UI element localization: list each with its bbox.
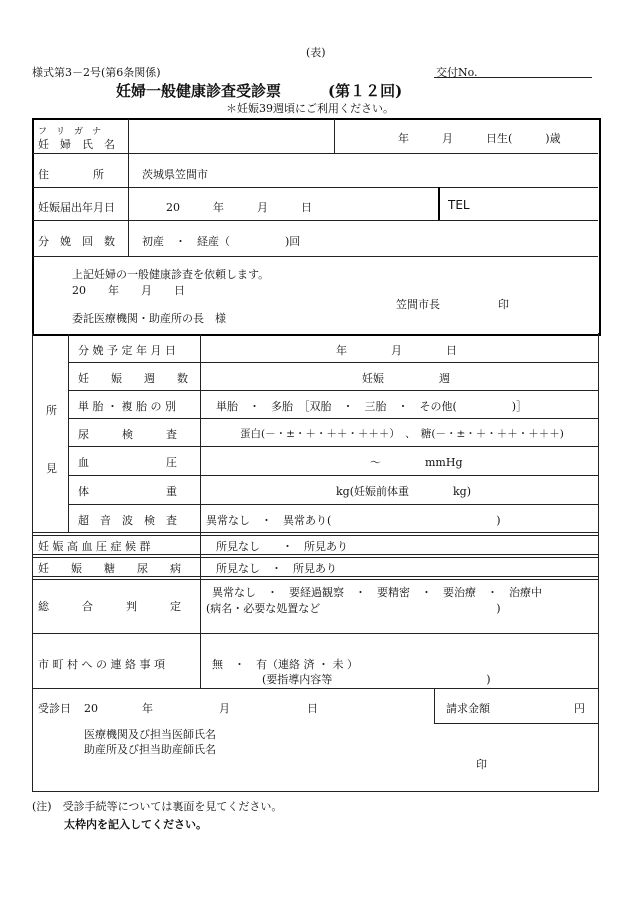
delivery-count-value[interactable]: 初産 ・ 経産（ )回 [142, 235, 301, 248]
mayor-label: 笠間市長 [396, 298, 440, 311]
request-text: 上記妊婦の一般健康診査を依頼します。 [72, 268, 270, 281]
form-session: (第１２回) [328, 82, 403, 100]
issue-number-line [434, 77, 592, 78]
report-date-label: 妊娠届出年月日 [38, 201, 115, 214]
ultrasound-value[interactable]: 異常なし ・ 異常あり( ) [206, 514, 501, 527]
hypertension-label: 妊 娠 高 血 圧 症 候 群 [38, 540, 151, 553]
overall-options[interactable]: 異常なし ・ 要経過観察 ・ 要精密 ・ 要治療 ・ 治療中 [212, 586, 542, 599]
municipal-options[interactable]: 無 ・ 有（連絡 済 ・ 未 ） [212, 658, 358, 671]
issue-number-label: 交付No. [436, 66, 478, 79]
weight-value[interactable]: kg(妊娠前体重 kg) [336, 485, 471, 498]
overall-notes[interactable]: (病名・必要な処置など ) [206, 602, 501, 615]
findings-side-label-1: 所 [46, 404, 57, 417]
report-date-value[interactable]: 20 年 月 日 [166, 201, 312, 214]
overall-label: 総 合 判 定 [38, 600, 181, 613]
billing-unit[interactable]: 円 [574, 702, 585, 715]
diabetes-value[interactable]: 所見なし ・ 所見あり [216, 562, 337, 575]
side-indicator: (表) [306, 46, 326, 59]
weight-label: 体 重 [78, 485, 177, 498]
gestational-week-label: 妊 娠 週 数 [78, 372, 188, 385]
address-value[interactable]: 茨城県笠間市 [142, 168, 208, 181]
municipal-label: 市 町 村 へ の 連 絡 事 項 [38, 658, 165, 671]
blood-pressure-value[interactable]: ～ mmHg [370, 456, 463, 469]
exam-date-value[interactable]: 20 年 月 日 [84, 702, 318, 715]
request-date[interactable]: 20 年 月 日 [72, 284, 185, 297]
mayor-seal: 印 [498, 298, 509, 311]
delivery-count-label: 分 娩 回 数 [38, 235, 115, 248]
form-title: 妊婦一般健康診査受診票 [116, 82, 282, 100]
address-label: 住 所 [38, 168, 104, 181]
gestational-week-value[interactable]: 妊娠 週 [362, 372, 450, 385]
main-frame [32, 118, 601, 336]
due-date-value[interactable]: 年 月 日 [336, 344, 457, 357]
blood-pressure-label: 血 圧 [78, 456, 177, 469]
usage-note: ＊妊娠39週頃にご利用ください。 [226, 102, 394, 115]
findings-side-label-2: 見 [46, 462, 57, 475]
birth-date: 年 月 日生( )歳 [398, 132, 561, 145]
hypertension-value[interactable]: 所見なし ・ 所見あり [216, 540, 348, 553]
urine-test-value[interactable]: 蛋白(－・±・＋・＋＋・＋＋＋） 、 糖(－・±・＋・＋＋・＋＋＋) [240, 428, 564, 440]
footer-instruction: 太枠内を記入してください。 [64, 818, 207, 831]
name-label: 妊 婦 氏 名 [38, 138, 115, 151]
midwife-name-label: 助産所及び担当助産師氏名 [84, 743, 216, 756]
urine-test-label: 尿 検 査 [78, 428, 177, 441]
furigana-label: フ リ ガ ナ [38, 127, 102, 137]
billing-label: 請求金額 [446, 702, 490, 715]
due-date-label: 分 娩 予 定 年 月 日 [78, 344, 176, 357]
footer-note: (注) 受診手続等については裏面を見てください。 [32, 800, 283, 813]
exam-date-label: 受診日 [38, 702, 71, 715]
municipal-notes[interactable]: (要指導内容等 ) [262, 673, 491, 686]
exam-seal: 印 [476, 758, 487, 771]
pregnancy-type-value[interactable]: 単胎 ・ 多胎 ［双胎 ・ 三胎 ・ その他( )］ [216, 400, 528, 413]
diabetes-label: 妊 娠 糖 尿 病 [38, 562, 181, 575]
form-number: 様式第3－2号(第6条関係) [32, 66, 161, 79]
ultrasound-label: 超 音 波 検 査 [78, 514, 177, 527]
tel-label[interactable]: TEL [448, 198, 470, 212]
pregnancy-type-label: 単 胎 ・ 複 胎 の 別 [78, 400, 176, 413]
request-recipient: 委託医療機関・助産所の長 様 [72, 312, 226, 325]
doctor-name-label: 医療機関及び担当医師氏名 [84, 728, 216, 741]
